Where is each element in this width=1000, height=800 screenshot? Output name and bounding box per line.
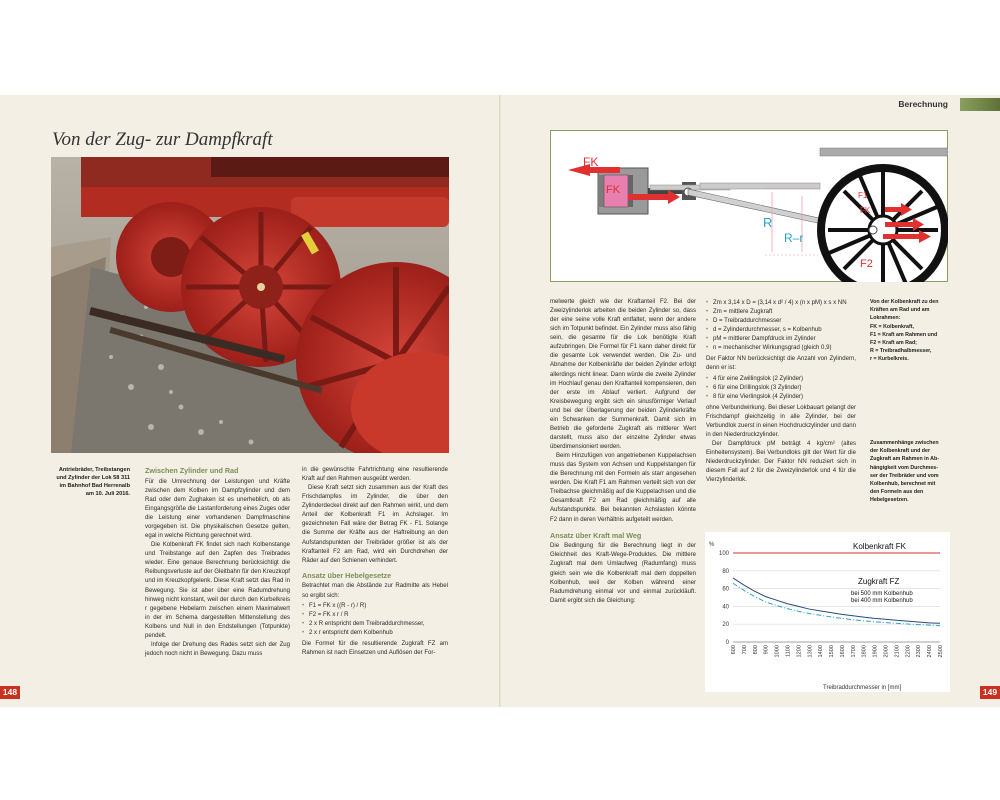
x-tick-label: 2500 [938, 645, 944, 658]
formula-item: • 2 x r entspricht dem Kolbenhub [302, 629, 448, 638]
y-tick-label: 40 [722, 604, 729, 611]
paragraph: in die gewünschte Fahrtrichtung eine resultierende Kraft auf den Rahmen ausgeübt werden. [302, 467, 448, 483]
fk-label: FK [583, 155, 599, 169]
chart [705, 532, 950, 692]
paragraph: Die Formel für die resultierende Zugkraft FZ am Rahmen ist nach Einsetzen und Auflösen der For- [302, 640, 448, 656]
formula-item: • Zm = mittlere Zugkraft [706, 308, 856, 317]
x-tick-label: 1500 [829, 645, 836, 658]
y-tick-label: 100 [718, 551, 729, 557]
y-tick-label: 20 [722, 622, 729, 629]
formula-list [302, 602, 448, 638]
x-tick-label: 1600 [839, 645, 846, 658]
x-tick-label: 1200 [796, 645, 803, 658]
side-note-line: Kolbenhub, berechnet mit [870, 481, 936, 488]
f1-label: F1 [858, 191, 868, 200]
formula-item: • d = Zylinderdurchmesser, s = Kolbenhub [706, 326, 856, 335]
fk-piston-label: FK [606, 184, 621, 196]
formula-item: • D = Treibraddurchmesser [706, 317, 856, 326]
x-tick-label: 600 [731, 645, 737, 655]
side-note-diagram [870, 298, 962, 364]
formula-item: • pM = mittlerer Dampfdruck im Zylinder [706, 335, 856, 344]
x-tick-label: 1800 [861, 645, 868, 658]
fk-wheel-label: FK [860, 206, 871, 215]
section-label: Berechnung [898, 99, 948, 109]
y-tick-label: 0 [725, 640, 729, 646]
page-number-right: 149 [980, 686, 1000, 699]
text-column-3 [550, 298, 696, 606]
paragraph: Die Bedingung für die Berechnung liegt in der Gleichheit des Kraft-Wege-Produktes. Die mittlere Zugkraft mal dem Umlaufweg (Radumfang) muss gleich sein wie die Kolbenkraft mal dem doppelten Kolbenhub, weil der Kolben während einer Radumdrehung einmal vor und einmal zurückläuft. Damit ergibt sich die Gleichung: [550, 543, 696, 604]
force-diagram [550, 130, 948, 282]
paragraph: Der Faktor NN berücksichtigt die Anzahl von Zylindern, denn er ist: [706, 356, 856, 372]
factor-item: • 8 für eine Vierlingslok (4 Zylinder) [706, 393, 856, 402]
factor-list [706, 375, 856, 402]
formula-item: • n = mechanischer Wirkungsgrad (gleich 0,9) [706, 344, 856, 353]
side-note-line: Kräften am Rad und am [870, 307, 930, 314]
x-tick-label: 1700 [850, 645, 857, 658]
formula-item: • F2 = FK x r / R [302, 611, 448, 620]
paragraph: Infolge der Drehung des Rades setzt sich der Zug jedoch noch nicht in Bewegung. Dazu muss [145, 641, 290, 657]
paragraph: Betrachtet man die Abstände zur Radmitte als Hebel so ergibt sich: [302, 583, 448, 599]
side-note-line: Lokrahmen: [870, 315, 901, 322]
side-note-line: Zugkraft am Rahmen in Ab- [870, 456, 939, 463]
legend-500: bei 500 mm Kolbenhub [851, 591, 913, 597]
side-note-line: F2 = Kraft am Rad; [870, 340, 917, 347]
side-note-line: FK = Kolbenkraft, [870, 323, 914, 330]
zugkraft-annotation: Zugkraft FZ [858, 577, 900, 586]
formula-item: • Zm x 3,14 x D = (3,14 x d² / 4) x (n x pM) x s x NN [706, 299, 856, 308]
photo-caption: Antriebräder, Treibstangen und Zylinder der Lok 58 311 im Bahnhof Bad Herrenalb am 10. Juli 2016. [56, 467, 130, 498]
x-tick-label: 800 [752, 645, 759, 655]
paragraph: melwerte gleich wie der Kraftanteil F2. Bei der Zweizylinderlok arbeiten die beiden Zylinder so, dass der eine seine volle Kraft entfaltet, wenn der andere sich im Totpunkt befindet. Ein Zylinder muss also fähig sein, die gesamte für die Lok benötigte Kraft aufzubringen. Die Formel für F1 kann daher direkt für die gesamte Lok verwendet werden. Die Zu- und Abnahme der Kolbenkräfte der beiden Zylinder erfolgt allerdings nicht linear. Dann würde die zweite Zylinder im Hochlauf genau den Kraftanteil kompensieren, den der erste im Ablauf verliert. Aufgrund der Kreisbewegung ergibt sich ein sinusförmiger Verlauf und bei der Überlagerung der beiden Zylinderkräfte ein Schwanken der Summenkraft. Damit sich im Betrieb die geforderte Zugkraft als mittlerer Wert darstellt, muss also der einzelne Zylinder etwas überdimensioniert werden. [550, 299, 696, 450]
kolbenkraft-annotation: Kolbenkraft FK [853, 542, 906, 551]
side-note-line: F1 = Kraft am Rahmen und [870, 331, 938, 338]
factor-item: • 4 für eine Zwillingslok (2 Zylinder) [706, 375, 856, 384]
legend-400: bei 400 mm Kolbenhub [851, 598, 913, 604]
page-title: Von der Zug- zur Dampfkraft [52, 129, 273, 150]
x-axis-label: Treibraddurchmesser in [mm] [823, 685, 902, 691]
x-tick-label: 700 [741, 645, 748, 655]
side-note-line: Zusammenhänge zwischen [870, 440, 939, 446]
x-tick-label: 1400 [818, 645, 825, 658]
y-tick-label: 80 [722, 568, 729, 575]
formula-item: • 2 x R entspricht dem Treibraddurchmesser, [302, 620, 448, 629]
side-note-line: r = Kurbelkreis. [870, 356, 909, 363]
x-tick-label: 2200 [905, 645, 912, 658]
side-note-line: Von der Kolbenkraft zu den [870, 299, 939, 305]
book-spread [0, 95, 1000, 707]
side-note-line: Hebelgesetzen. [870, 497, 909, 504]
formula-list [706, 299, 856, 353]
r-minus-r-label: R–r [784, 231, 804, 245]
paragraph: Beim Hinzufügen von angetriebenen Kuppelachsen muss das System von Achsen und Kuppelstangen für die Berechnung mit den Formeln als starr angesehen werden. Die Kraft F1 am Rahmen verteilt sich von der Treibachse gleichmäßig auf die Kuppelachsen und die Gesamtkraft F2 am Rad gleichmäßig auf alle Aufstandspunkte. Bei bekannten Achslasten könnte F2 dann in deren Verhältnis aufgeteilt werden. [550, 453, 696, 523]
x-tick-label: 1000 [774, 645, 781, 658]
text-column-4 [706, 298, 856, 485]
paragraph: Der Dampfdruck pM beträgt 4 kg/cm² (altes Einheitensystem). Bei Verbundloks gilt der Wert für die Niederdruckzylinder. Der Faktor NN reduziert sich in diesem Fall auf 2 für die Zweizylinderlok und 4 für die Vierzylinderlok. [706, 440, 856, 484]
side-note-chart [870, 439, 970, 505]
section-tab [960, 98, 1000, 111]
chart-svg [705, 532, 950, 692]
x-tick-label: 2400 [927, 645, 934, 658]
x-tick-label: 900 [763, 645, 770, 655]
paragraph: Die Kolbenkraft FK findet sich nach Kolbenstange und Treibstange auf den Zapfen des Treibrades wieder. Eine genaue Berechnung berücksichtigt die Reibungsverluste auf der Gleitbahn für den Kreuzkopf und im Kreuzkopfgelenk. Diese Kraft setzt das Rad in Bewegung. Sie ist aber über eine Radumdrehung hinweg nicht konstant, weil der durch den Kurbelkreis r gegebene Hebelarm zwischen einem Maximalwert in der im Schema dargestellten Mittenstellung des Kolbens und Null in den Endstellungen (Totpunkte) pendelt. [145, 542, 290, 639]
section-heading: Ansatz über Hebelgesetze [302, 570, 392, 580]
page-number-left: 148 [0, 686, 20, 699]
x-tick-label: 1300 [807, 645, 814, 658]
y-axis-unit: % [709, 542, 715, 548]
x-tick-label: 2100 [894, 645, 901, 658]
x-tick-label: 2300 [916, 645, 923, 658]
side-note-line: der Kolbenkraft und der [870, 448, 931, 455]
locomotive-photo [51, 157, 449, 453]
x-tick-label: 1900 [872, 645, 879, 658]
side-note-line: ser der Treibräder und vom [870, 472, 939, 479]
section-heading: Zwischen Zylinder und Rad [145, 466, 239, 475]
paragraph: Diese Kraft setzt sich zusammen aus der Kraft des Frischdampfes im Zylinder, die über den Zylinderdeckel direkt auf den Rahmen wirkt, und dem Anteil der Kolbenkraft F1 im Achslager. Im gezeichneten Fall wäre der Betrag FK - F1. Solange die Summe der Kräfte aus der Haftreibung an den Aufstandspunkten der Treibräder größer ist als der Kraftanteil F2 am Rad, wird ein Durchdrehen der Räder auf den Schienen verhindert. [302, 485, 448, 564]
formula-item: • F1 = FK x ((R - r) / R) [302, 602, 448, 611]
paragraph: Für die Umrechnung der Leistungen und Kräfte zwischen dem Kolben im Dampfzylinder und dem Rad oder dem Zughaken ist es unerheblich, ob als Eingangsgröße die Lastanforderung eines Zuges oder die Leistung einer vorhandenen Dampfmaschine vorgegeben ist. Die physikalischen Gesetze gelten, egal in welche Richtung gerechnet wird. [145, 478, 290, 540]
f2-label: F2 [860, 258, 873, 270]
section-heading: Ansatz über Kraft mal Weg [550, 530, 642, 540]
text-column-1 [145, 466, 290, 659]
paragraph: ohne Verbundwirkung. Bei dieser Lokbauart gelangt der Frischdampf gleichzeitig in alle Zylinder, bei der Verbundlok zuerst in einen Hochdruckzylinder und dann in den Niederdruckzylinder. [706, 404, 856, 438]
factor-item: • 6 für eine Drillingslok (3 Zylinder) [706, 384, 856, 393]
side-note-line: R = Treibradhalbmesser, [870, 348, 932, 355]
page-gutter [499, 95, 501, 707]
side-note-line: den Formeln aus den [870, 489, 924, 496]
x-tick-label: 1100 [785, 645, 792, 658]
text-column-2 [302, 466, 448, 658]
y-tick-label: 60 [722, 586, 729, 593]
x-tick-label: 2000 [883, 645, 890, 658]
r-label: R [763, 215, 773, 230]
side-note-line: hängigkeit vom Durchmes- [870, 464, 938, 471]
